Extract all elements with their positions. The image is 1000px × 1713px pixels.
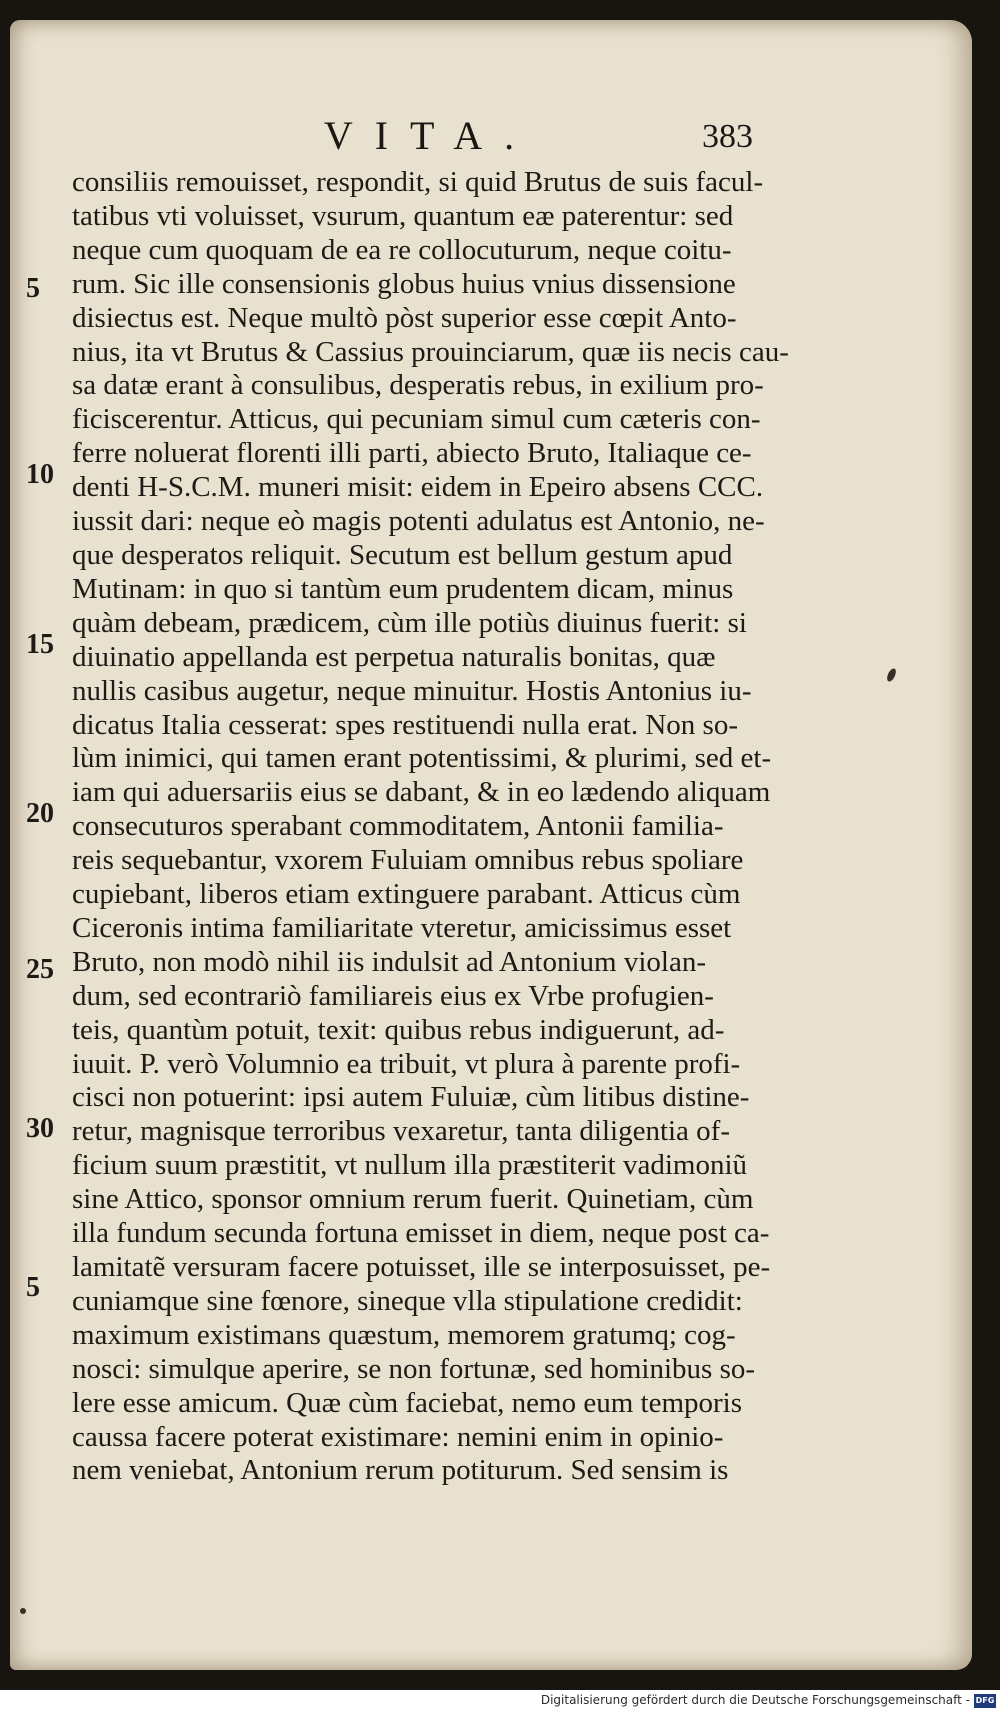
footer-bar: [0, 1690, 1000, 1713]
text-line: retur, magnisque terroribus vexaretur, tanta diligentia of-: [72, 1115, 730, 1148]
funding-credit: Digitalisierung gefördert durch die Deutsche Forschungsgemeinschaft -: [540, 1693, 970, 1707]
text-line: nullis casibus augetur, neque minuitur. Hostis Antonius iu-: [72, 674, 752, 707]
body-text: [72, 166, 789, 1488]
text-line: lere esse amicum. Quæ cùm faciebat, nemo eum temporis: [72, 1386, 743, 1419]
text-line: teis, quantùm potuit, texit: quibus rebus indiguerunt, ad-: [72, 1013, 725, 1046]
text-line: Ciceronis intima familiaritate vteretur, amicissimus esset: [72, 911, 732, 944]
text-line: Mutinam: in quo si tantùm eum prudentem dicam, minus: [72, 572, 734, 605]
text-line: dicatus Italia cesserat: spes restituendi nulla erat. Non so-: [72, 708, 738, 741]
text-line: reis sequebantur, vxorem Fuluiam omnibus rebus spoliare: [72, 844, 744, 877]
text-line: lamitatẽ versuram facere potuisset, ille se interposuisset, pe-: [72, 1251, 771, 1283]
text-line: sa datæ erant à consulibus, desperatis rebus, in exilium pro-: [72, 369, 764, 402]
ink-speck: [885, 667, 897, 683]
text-line: que desperatos reliquit. Secutum est bellum gestum apud: [72, 538, 733, 571]
text-line: ficium suum præstitit, vt nullum illa præstiterit vadimoniũ: [72, 1149, 748, 1182]
margin-line-number: 5: [26, 273, 40, 304]
text-line: denti H-S.C.M. muneri misit: eidem in Epeiro absens CCC.: [72, 471, 764, 504]
text-line: nem veniebat, Antonium rerum potiturum. Sed sensim is: [72, 1454, 729, 1487]
text-line: iuuit. P. verò Volumnio ea tribuit, vt plura à parente profi-: [72, 1047, 741, 1080]
text-line: ferre noluerat florenti illi parti, abiecto Bruto, Italiaque ce-: [72, 437, 752, 470]
margin-line-number: 30: [26, 1113, 54, 1144]
text-line: disiectus est. Neque multò pòst superior esse cœpit Anto-: [72, 301, 737, 334]
text-line: Bruto, non modò nihil iis indulsit ad Antonium violan-: [72, 945, 706, 978]
text-line: nius, ita vt Brutus & Cassius prouinciarum, quæ iis necis cau-: [72, 335, 789, 368]
ink-speck: [20, 1608, 26, 1614]
margin-line-number: 5: [26, 1272, 40, 1303]
text-line: ficiscerentur. Atticus, qui pecuniam simul cum cæteris con-: [72, 403, 761, 436]
text-line: cupiebant, liberos etiam extinguere parabant. Atticus cùm: [72, 878, 741, 911]
text-line: neque cum quoquam de ea re collocuturum, neque coitu-: [72, 233, 732, 266]
book-page: [10, 20, 972, 1670]
text-line: quàm debeam, prædicem, cùm ille potiùs diuinus fuerit: si: [72, 606, 747, 639]
dfg-logo: DFG: [974, 1694, 996, 1708]
text-line: dum, sed econtrariò familiareis eius ex Vrbe profugien-: [72, 979, 714, 1012]
margin-line-number: 10: [26, 459, 54, 490]
text-line: tatibus vti voluisset, vsurum, quantum eæ paterentur: sed: [72, 199, 734, 232]
text-line: sine Attico, sponsor omnium rerum fuerit. Quinetiam, cùm: [72, 1183, 754, 1216]
text-line: maximum existimans quæstum, memorem gratumq; cog-: [72, 1318, 736, 1351]
text-line: rum. Sic ille consensionis globus huius vnius dissensione: [72, 267, 736, 300]
text-line: diuinatio appellanda est perpetua naturalis bonitas, quæ: [72, 640, 716, 673]
text-line: cuniamque sine fœnore, sineque vlla stipulatione credidit:: [72, 1284, 743, 1317]
text-line: caussa facere poterat existimare: nemini enim in opinio-: [72, 1420, 724, 1453]
text-line: cisci non potuerint: ipsi autem Fuluiæ, cùm litibus distine-: [72, 1081, 750, 1114]
page-number: 383: [702, 118, 753, 155]
margin-line-number: 20: [26, 798, 54, 829]
text-line: illa fundum secunda fortuna emisset in diem, neque post ca-: [72, 1217, 770, 1250]
text-line: iussit dari: neque eò magis potenti adulatus est Antonio, ne-: [72, 505, 765, 538]
text-line: consiliis remouisset, respondit, si quid Brutus de suis facul-: [72, 166, 764, 198]
text-line: lùm inimici, qui tamen erant potentissimi, & plurimi, sed et-: [72, 742, 772, 775]
margin-line-number: 15: [26, 629, 54, 660]
margin-line-number: 25: [26, 954, 54, 985]
text-line: iam qui aduersariis eius se dabant, & in eo lædendo aliquam: [72, 776, 771, 809]
text-line: consecuturos sperabant commoditatem, Antonii familia-: [72, 810, 724, 843]
text-line: nosci: simulque aperire, se non fortunæ, sed hominibus so-: [72, 1352, 756, 1385]
running-head: VITA.: [323, 113, 537, 158]
